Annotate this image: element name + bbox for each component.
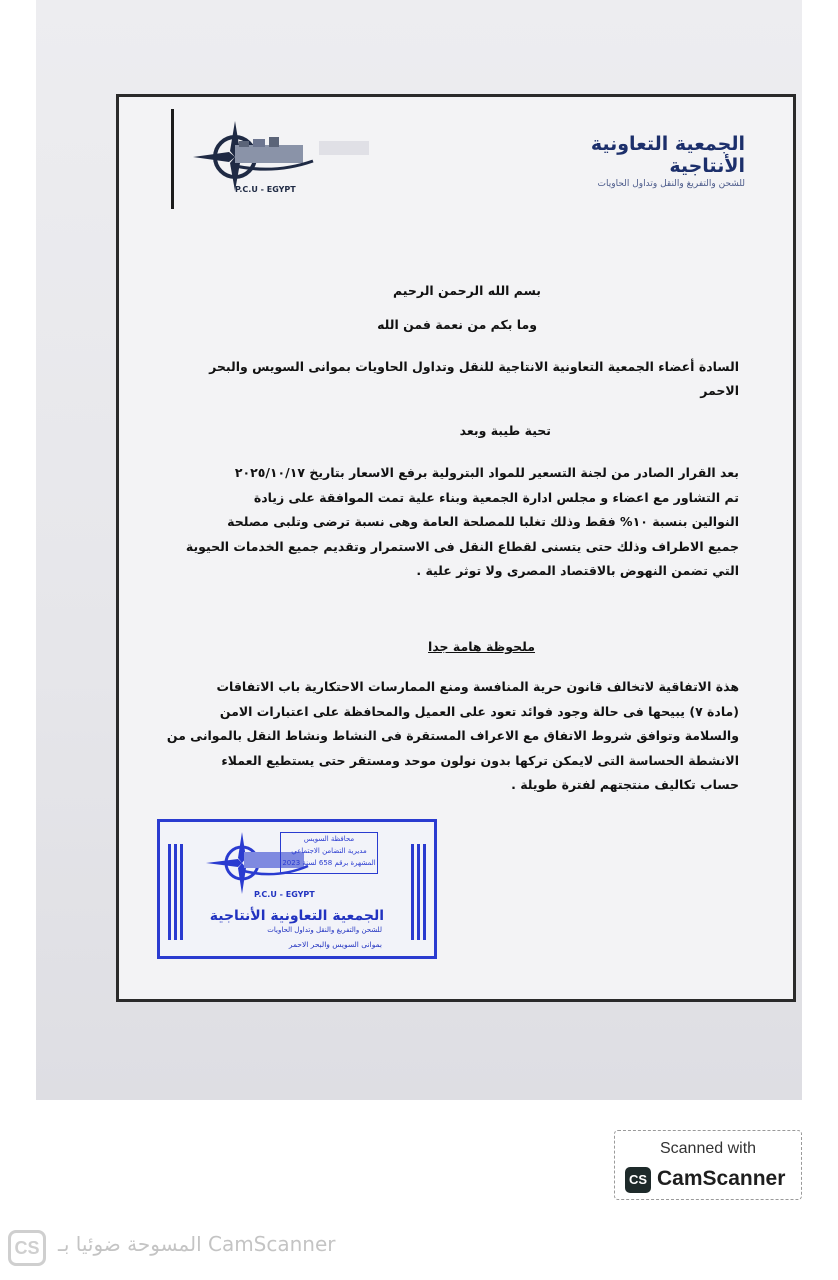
body-paragraph bbox=[179, 461, 739, 584]
camscanner-icon: CS bbox=[625, 1167, 651, 1193]
note-line: حساب تكاليف منتجتهم لفترة طويلة . bbox=[511, 777, 739, 792]
camscanner-footer-icon: CS bbox=[8, 1230, 46, 1266]
stamp-org-name: الجمعية التعاونية الأنتاجية bbox=[209, 908, 384, 924]
stamp-bar bbox=[411, 844, 414, 940]
basmala: بسم الله الرحمن الرحيم bbox=[393, 283, 541, 298]
scanner-footer bbox=[8, 1226, 408, 1266]
stamp-box-line: محافظة السويس bbox=[303, 835, 355, 843]
scanned-with-label: Scanned with bbox=[659, 1140, 757, 1157]
camscanner-brand: CamScanner bbox=[657, 1167, 786, 1190]
stamp-box-line: المشهرة برقم 658 لسنة 2023 bbox=[282, 859, 376, 867]
stamp-location: بموانى السويس والبحر الاحمر bbox=[288, 940, 382, 949]
stamp-bar bbox=[168, 844, 171, 940]
footer-text: المسوحة ضوئيا بـ CamScanner bbox=[58, 1232, 336, 1256]
org-header bbox=[525, 133, 745, 189]
stamp-bar bbox=[417, 844, 420, 940]
org-subtitle: للشحن والتفريغ والنقل وتداول الحاويات bbox=[597, 179, 745, 189]
address-line-2: الاحمر bbox=[700, 383, 739, 398]
stamp-logo-text: P.C.U - EGYPT bbox=[254, 890, 315, 899]
note-paragraph bbox=[154, 675, 739, 798]
note-line: (مادة ٧) يبيحها فى حالة وجود فوائد تعود على العميل والمحافظة على اعتبارات الامن bbox=[219, 703, 739, 719]
stamp-bar bbox=[180, 844, 183, 940]
body-line: التي تضمن النهوض بالاقتصاد المصرى ولا توثر علية . bbox=[416, 563, 739, 578]
scanned-page bbox=[36, 0, 802, 1100]
body-line: جميع الاطراف وذلك حتى يتسنى لقطاع النقل فى الاستمرار وتقديم جميع الخدمات الحيوية bbox=[185, 538, 739, 554]
body-line: بعد القرار الصادر من لجنة التسعير للمواد البترولية برفع الاسعار بتاريخ ٢٠٢٥/١٠/١٧ bbox=[234, 465, 739, 480]
quran-verse: وما بكم من نعمة فمن الله bbox=[377, 317, 537, 332]
stamp-box-line: مديرية التضامن الاجتماعي bbox=[291, 847, 367, 855]
note-line: الانشطة الحساسة التى لايمكن تركها بدون نولون موحد ومستقر حتى يستطيع العملاء bbox=[221, 752, 739, 768]
stamp-subtitle: للشحن والتفريغ والنقل وتداول الحاويات bbox=[267, 926, 382, 934]
pcu-logo bbox=[173, 117, 373, 199]
greeting: تحية طيبة وبعد bbox=[459, 423, 551, 438]
address-line-1: السادة أعضاء الجمعية التعاونية الانتاجية للنقل وتداول الحاويات بموانى السويس والبحر bbox=[209, 359, 739, 374]
stamp-bar bbox=[174, 844, 177, 940]
note-title: ملحوظة هامة جدا bbox=[428, 639, 535, 654]
logo-text: P.C.U - EGYPT bbox=[235, 185, 296, 194]
body-line: النوالين بنسبة ١٠% فقط وذلك تغلبا للمصلحة العامة وهى نسبة ترضى وتلبى مصلحة bbox=[227, 514, 739, 529]
org-name: الجمعية التعاونية الأنتاجية bbox=[590, 133, 745, 177]
note-line: هذة الاتفاقية لاتخالف قانون حرية المنافسة ومنع الممارسات الاحتكارية باب الاتفاقات bbox=[216, 679, 739, 694]
official-stamp bbox=[157, 819, 437, 959]
note-line: والسلامة وتوافق شروط الاتفاق مع الاعراف المستقرة فى النشاط ونشاط النقل بالموانى من bbox=[166, 728, 739, 743]
camscanner-badge bbox=[614, 1130, 802, 1200]
body-line: تم التشاور مع اعضاء و مجلس ادارة الجمعية وبناء علية تمت الموافقة على زيادة bbox=[253, 489, 739, 505]
stamp-bar bbox=[423, 844, 426, 940]
stamp-registration-box bbox=[280, 832, 378, 874]
letter-frame bbox=[116, 94, 796, 1002]
